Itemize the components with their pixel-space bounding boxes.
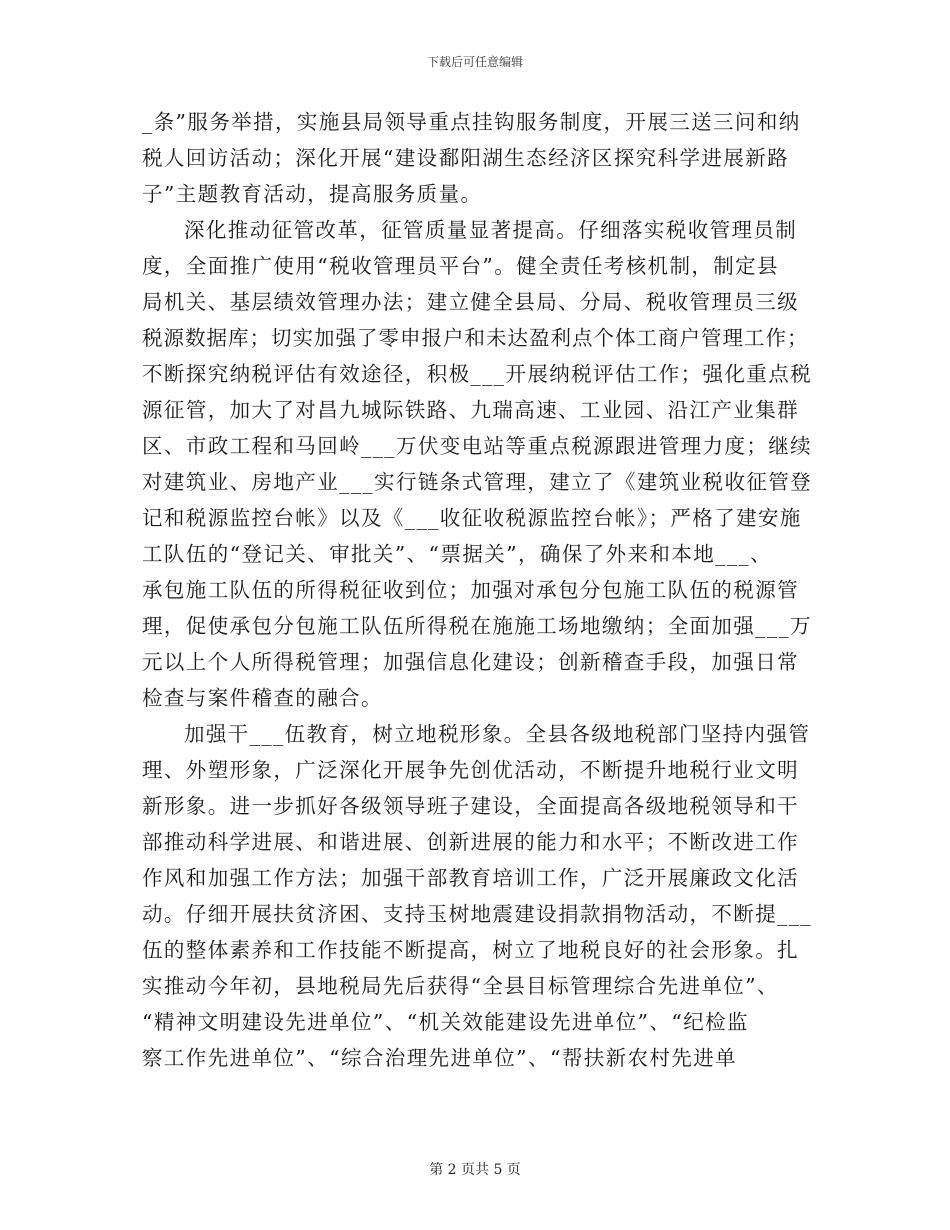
text-line: 新形象。进一步抓好各级领导班子建设，全面提高各级地税领导和干	[142, 794, 799, 818]
paragraph-1	[142, 104, 812, 212]
paragraph-2	[142, 212, 812, 716]
text-line: 深化推动征管改革，征管质量显著提高。仔细落实税收管理员制	[184, 218, 798, 242]
text-line: 察工作先进单位”、“综合治理先进单位”、“帮扶新农村先进单	[142, 1046, 738, 1070]
text-line: 子”主题教育活动，提高服务质量。	[142, 182, 483, 206]
text-line: 实推动今年初，县地税局先后获得“全县目标管理综合先进单位”、	[142, 974, 779, 998]
page-header: 下载后可任意编辑	[426, 55, 523, 69]
text-line: 伍的整体素养和工作技能不断提高，树立了地税良好的社会形象。扎	[142, 938, 799, 962]
text-line: 税源数据库；切实加强了零申报户和未达盈利点个体工商户管理工作；	[142, 326, 809, 350]
text-line: 检查与案件稽查的融合。	[142, 686, 383, 710]
text-line: 对建筑业、房地产业___实行链条式管理，建立了《建筑业税收征管登	[142, 470, 813, 494]
text-line: 记和税源监控台帐》以及《___收征收税源监控台帐》；严格了建安施	[142, 506, 802, 530]
document-body	[142, 104, 812, 1076]
text-line: 元以上个人所得税管理；加强信息化建设；创新稽查手段，加强日常	[142, 650, 799, 674]
text-line: 度，全面推广使用“税收管理员平台”。健全责任考核机制，制定县	[142, 254, 779, 278]
text-line: 税人回访活动；深化开展“建设鄱阳湖生态经济区探究科学进展新路	[142, 146, 789, 170]
text-line: 作风和加强工作方法；加强干部教育培训工作，广泛开展廉政文化活	[142, 866, 799, 890]
text-line: 部推动科学进展、和谐进展、创新进展的能力和水平；不断改进工作	[142, 830, 799, 854]
text-line: 加强干___伍教育，树立地税形象。全县各级地税部门坚持内强管	[184, 722, 811, 746]
page-number-footer: 第 2 页共 5 页	[429, 1162, 521, 1178]
text-line: 区、市政工程和马回岭___万伏变电站等重点税源跟进管理力度；继续	[142, 434, 813, 458]
text-line: 不断探究纳税评估有效途径，积极___开展纳税评估工作；强化重点税	[142, 362, 813, 386]
text-line: 理，促使承包分包施工队伍所得税在施施工场地缴纳；全面加强___万	[142, 614, 813, 638]
text-line: “精神文明建设先进单位”、“机关效能建设先进单位”、“纪检监	[142, 1010, 749, 1034]
paragraph-3	[142, 716, 812, 1076]
text-line: 承包施工队伍的所得税征收到位；加强对承包分包施工队伍的税源管	[142, 578, 799, 602]
text-line: 工队伍的“登记关、审批关”、“票据关”，确保了外来和本地___、	[142, 542, 772, 566]
text-line: 源征管，加大了对昌九城际铁路、九瑞高速、工业园、沿江产业集群	[142, 398, 799, 422]
text-line: 理、外塑形象，广泛深化开展争先创优活动，不断提升地税行业文明	[142, 758, 799, 782]
text-line: _条”服务举措，实施县局领导重点挂钩服务制度，开展三送三问和纳	[142, 110, 801, 134]
text-line: 局机关、基层绩效管理办法；建立健全县局、分局、税收管理员三级	[142, 290, 799, 314]
text-line: 动。仔细开展扶贫济困、支持玉树地震建设捐款捐物活动，不断提___	[142, 902, 813, 926]
